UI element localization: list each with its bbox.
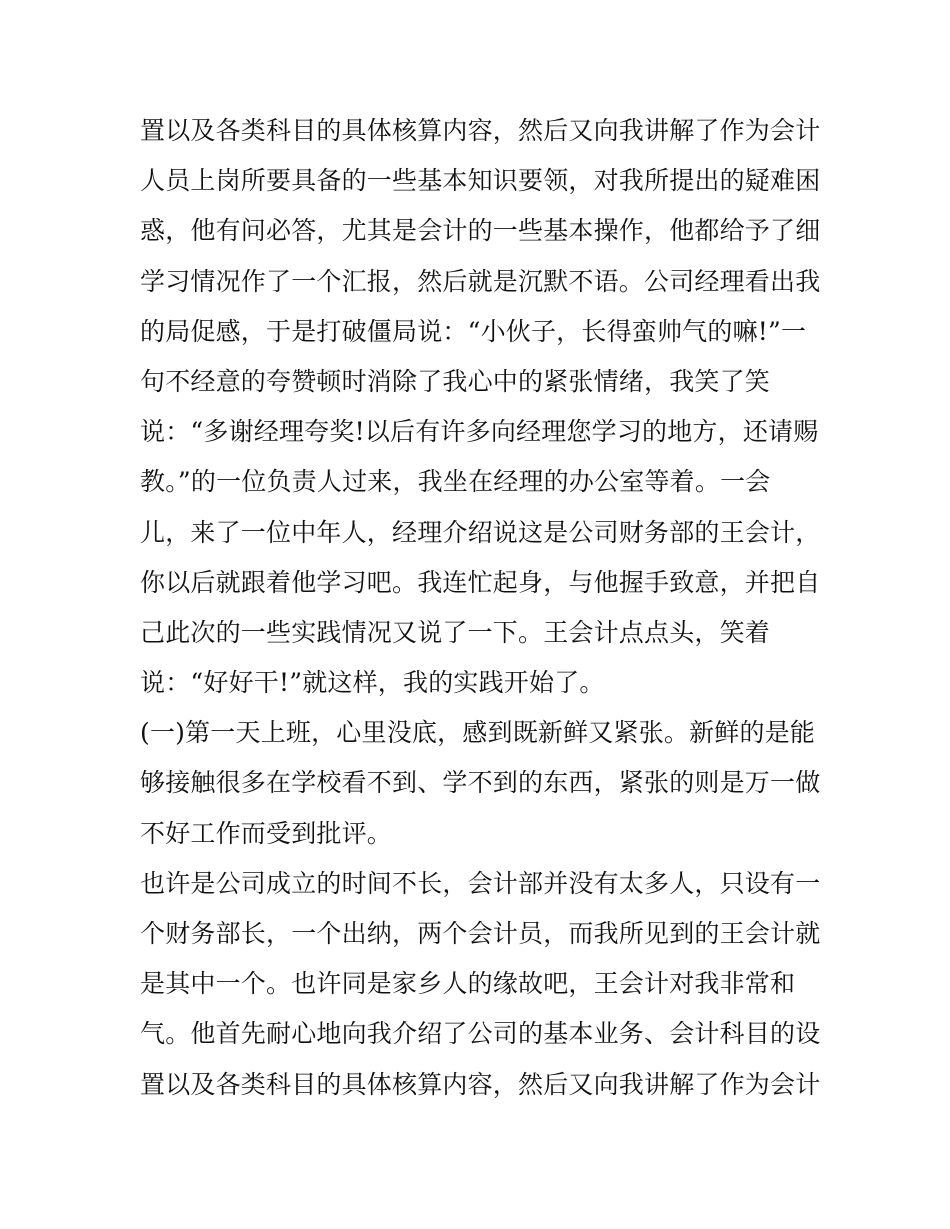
text-line: 儿，来了一位中年人，经理介绍说这是公司财务部的王会计， — [140, 517, 821, 547]
text-line: 你以后就跟着他学习吧。我连忙起身，与他握手致意，并把自 — [140, 567, 821, 597]
text-line: 说：“好好干!”就这样，我的实践开始了。 — [140, 668, 605, 698]
text-line: 置以及各类科目的具体核算内容，然后又向我讲解了作为会计 — [140, 1069, 821, 1099]
text-line: 己此次的一些实践情况又说了一下。王会计点点头，笑着 — [140, 617, 771, 647]
text-line: 置以及各类科目的具体核算内容，然后又向我讲解了作为会计 — [140, 116, 821, 145]
text-line: 说：“多谢经理夸奖!以后有许多向经理您学习的地方，还请赐 — [140, 417, 819, 447]
text-line: 不好工作而受到批评。 — [140, 818, 393, 848]
text-line: 的局促感，于是打破僵局说：“小伙子，长得蛮帅气的嘛!”一 — [140, 316, 807, 346]
text-line: 也许是公司成立的时间不长，会计部并没有太多人，只设有一 — [140, 868, 821, 898]
text-line: 惑，他有问必答，尤其是会计的一些基本操作，他都给予了细 — [140, 216, 821, 246]
body-text — [140, 106, 820, 1110]
text-line: 够接触很多在学校看不到、学不到的东西，紧张的则是万一做 — [140, 768, 821, 798]
text-line: (一)第一天上班，心里没底，感到既新鲜又紧张。新鲜的是能 — [140, 718, 816, 748]
text-line: 句不经意的夸赞顿时消除了我心中的紧张情绪，我笑了笑 — [140, 366, 771, 396]
text-line: 教。”的一位负责人过来，我坐在经理的办公室等着。一会 — [140, 467, 771, 497]
text-line: 个财务部长，一个出纳，两个会计员，而我所见到的王会计就 — [140, 919, 821, 948]
text-line: 学习情况作了一个汇报，然后就是沉默不语。公司经理看出我 — [140, 266, 821, 296]
text-line: 人员上岗所要具备的一些基本知识要领，对我所提出的疑难困 — [140, 166, 821, 196]
text-line: 气。他首先耐心地向我介绍了公司的基本业务、会计科目的设 — [140, 1019, 821, 1049]
text-line: 是其中一个。也许同是家乡人的缘故吧，王会计对我非常和 — [140, 969, 796, 999]
